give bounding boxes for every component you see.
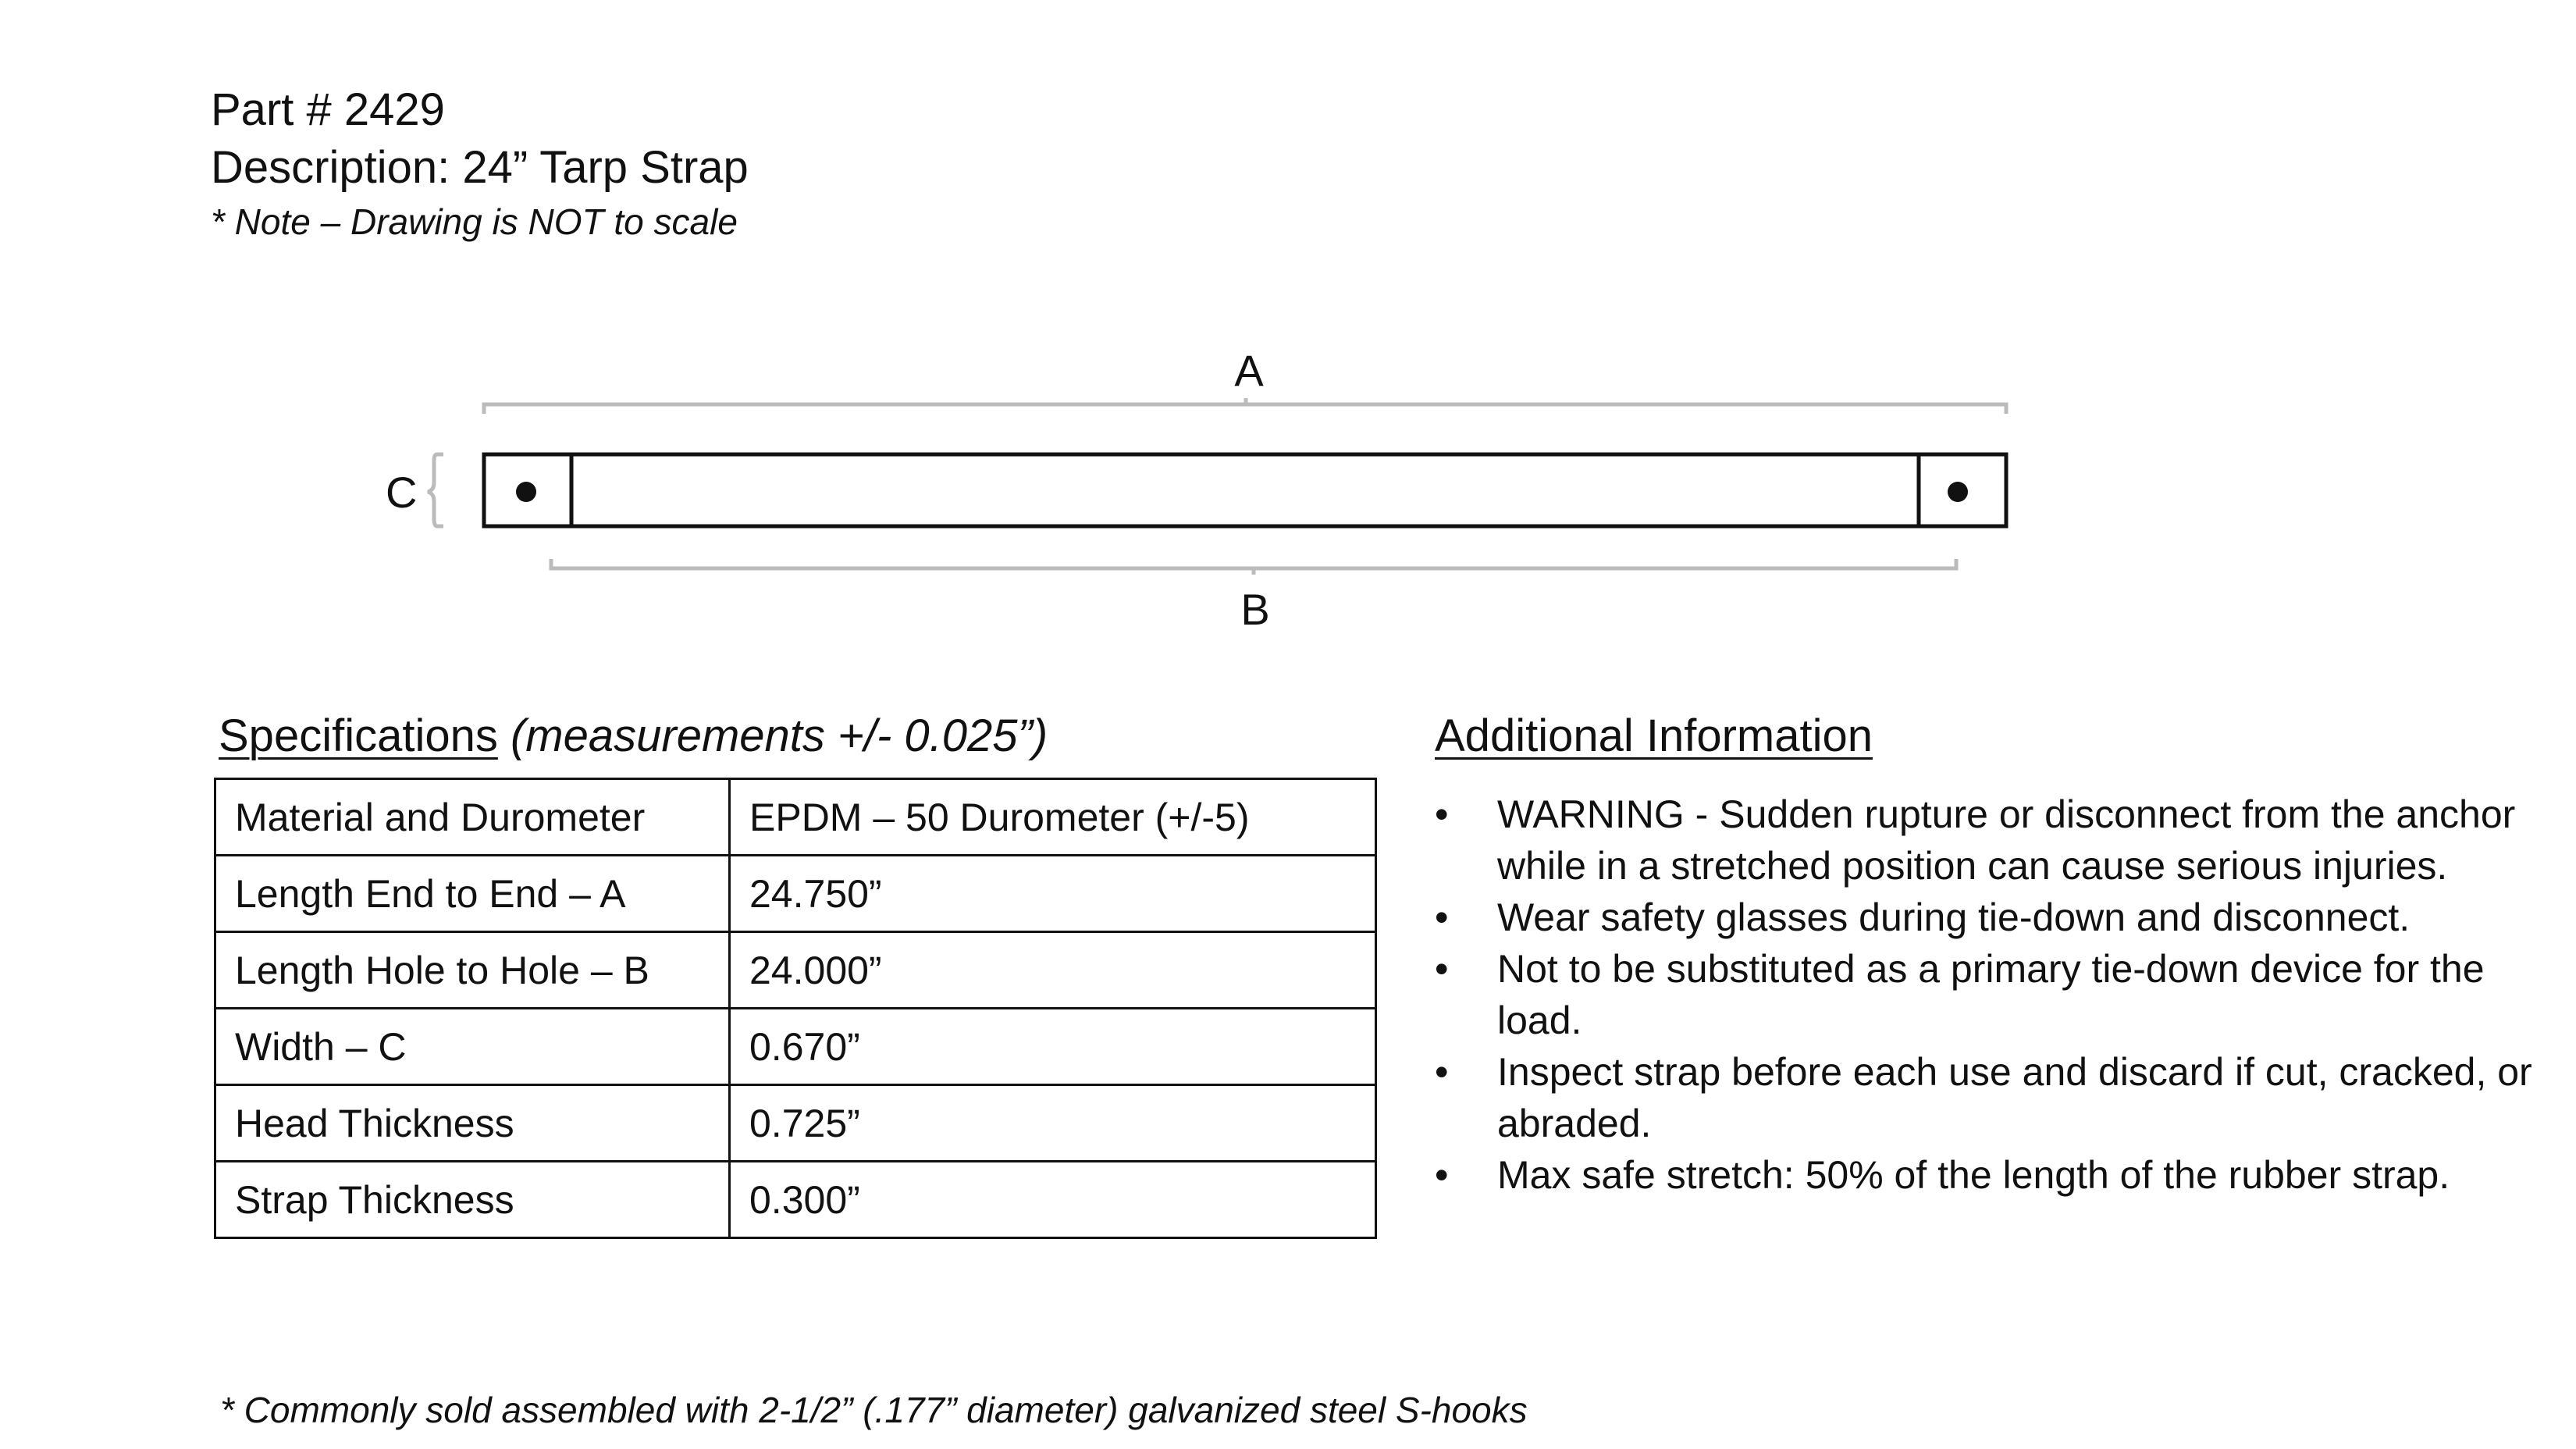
bullet-icon: • [1435, 1153, 1449, 1197]
dimension-b-label: B [1240, 585, 1270, 634]
spec-label: Length End to End – A [215, 856, 730, 932]
dimension-c-bracket [428, 454, 443, 526]
dimension-c-label: C [386, 468, 418, 517]
info-text: Not to be substituted as a primary tie-down device for the load. [1497, 947, 2485, 1042]
dimension-a-label: A [1234, 346, 1264, 395]
spec-label: Material and Durometer [215, 779, 730, 856]
specifications-table [214, 778, 1377, 1239]
table-row [215, 1162, 1376, 1238]
right-hole-icon [1948, 482, 1968, 502]
spec-value: EPDM – 50 Durometer (+/-5) [730, 779, 1376, 856]
strap-drawing [0, 0, 2576, 687]
spec-label: Width – C [215, 1009, 730, 1085]
bullet-icon: • [1435, 895, 1449, 939]
spec-value: 0.725” [730, 1085, 1376, 1162]
bullet-icon: • [1435, 1050, 1449, 1094]
spec-label: Strap Thickness [215, 1162, 730, 1238]
list-item [1435, 1046, 2559, 1149]
list-item [1435, 892, 2559, 943]
table-row [215, 856, 1376, 932]
bullet-icon: • [1435, 947, 1449, 991]
spec-label: Length Hole to Hole – B [215, 932, 730, 1009]
specifications-tolerance-note: (measurements +/- 0.025”) [510, 710, 1048, 761]
info-text: Max safe stretch: 50% of the length of the rubber strap. [1497, 1153, 2450, 1197]
specifications-heading [219, 709, 1048, 764]
specifications-title: Specifications [219, 710, 498, 761]
strap-body [484, 454, 2006, 526]
list-item [1435, 943, 2559, 1046]
additional-info-heading: Additional Information [1435, 710, 1873, 761]
left-hole-icon [516, 482, 536, 502]
spec-value: 0.300” [730, 1162, 1376, 1238]
list-item [1435, 789, 2559, 892]
spec-label: Head Thickness [215, 1085, 730, 1162]
info-text: Wear safety glasses during tie-down and disconnect. [1497, 895, 2411, 939]
list-item [1435, 1149, 2559, 1201]
table-row [215, 1085, 1376, 1162]
spec-value: 24.750” [730, 856, 1376, 932]
table-row [215, 932, 1376, 1009]
info-text: WARNING - Sudden rupture or disconnect from the anchor while in a stretched position can cause serious injuries. [1497, 792, 2516, 888]
part-number: Part # 2429 [211, 84, 445, 135]
dimension-a-bracket [484, 398, 2006, 414]
spec-value: 24.000” [730, 932, 1376, 1009]
spec-value: 0.670” [730, 1009, 1376, 1085]
part-description: Description: 24” Tarp Strap [211, 142, 749, 193]
info-text: Inspect strap before each use and discard if cut, cracked, or abraded. [1497, 1050, 2532, 1145]
scale-note: * Note – Drawing is NOT to scale [211, 201, 738, 242]
additional-info-list [1435, 789, 2559, 1201]
table-row [215, 1009, 1376, 1085]
table-row [215, 779, 1376, 856]
dimension-b-bracket [551, 559, 1956, 575]
footnote: * Commonly sold assembled with 2-1/2” (.177” diameter) galvanized steel S-hooks [220, 1390, 1528, 1430]
bullet-icon: • [1435, 792, 1449, 836]
